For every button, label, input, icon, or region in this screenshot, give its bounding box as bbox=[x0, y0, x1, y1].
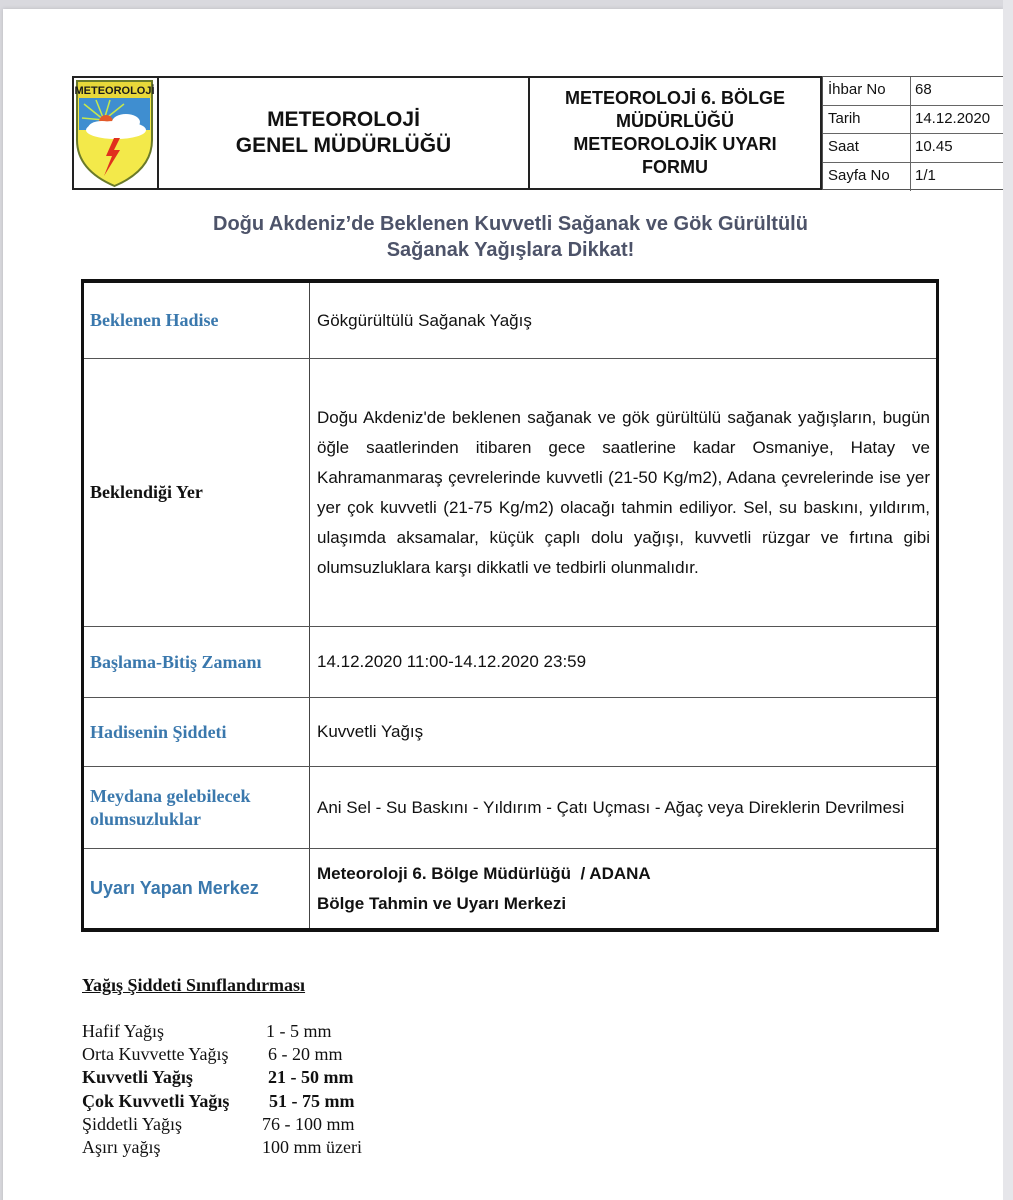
row-value: 14.12.2020 11:00-14.12.2020 23:59 bbox=[317, 652, 587, 671]
row-label: Başlama-Bitiş Zamanı bbox=[84, 627, 310, 697]
headline-line-1: Doğu Akdeniz’de Beklenen Kuvvetli Sağanak ve Gök Gürültülü bbox=[213, 213, 808, 235]
row-label: Meydana gelebilecek olumsuzluklar bbox=[84, 767, 310, 848]
class-name: Şiddetli Yağış bbox=[82, 1113, 183, 1134]
class-name: Orta Kuvvette Yağış bbox=[82, 1044, 229, 1065]
table-row-expected-location bbox=[84, 359, 936, 627]
organization-name bbox=[157, 76, 530, 190]
headline-line-2: Sağanak Yağışlara Dikkat! bbox=[386, 239, 635, 261]
table-row-issuing-center bbox=[84, 849, 936, 928]
meta-value: 10.45 bbox=[915, 138, 953, 155]
form-meta-table bbox=[822, 76, 1013, 190]
row-label: Uyarı Yapan Merkez bbox=[84, 849, 310, 928]
issuing-center-line-1: Meteoroloji 6. Bölge Müdürlüğü / ADANA bbox=[317, 863, 651, 883]
meta-label: İhbar No bbox=[823, 77, 911, 105]
form-header bbox=[72, 76, 991, 190]
meta-label: Sayfa No bbox=[823, 163, 911, 192]
form-title-line-2: MÜDÜRLÜĞÜ bbox=[616, 111, 734, 131]
meta-label: Saat bbox=[823, 134, 911, 162]
class-range: 51 - 75 mm bbox=[269, 1090, 355, 1111]
org-line-2: GENEL MÜDÜRLÜĞÜ bbox=[235, 134, 452, 157]
row-value: Kuvvetli Yağış bbox=[317, 722, 424, 741]
form-title-line-3: METEOROLOJİK UYARI bbox=[573, 134, 777, 154]
meta-row-ihbar-no bbox=[823, 77, 1013, 106]
class-range: 100 mm üzeri bbox=[262, 1136, 362, 1157]
meta-label: Tarih bbox=[823, 106, 911, 134]
row-value: Ani Sel - Su Baskını - Yıldırım - Çatı Uçması - Ağaç veya Direklerin Devrilmesi bbox=[317, 797, 905, 817]
class-name: Aşırı yağış bbox=[82, 1136, 161, 1157]
meta-row-tarih bbox=[823, 106, 1013, 135]
class-range: 21 - 50 mm bbox=[268, 1067, 354, 1088]
form-title-line-4: FORMU bbox=[642, 157, 708, 177]
table-row-start-end-time bbox=[84, 627, 936, 698]
class-range: 76 - 100 mm bbox=[262, 1113, 355, 1134]
meteoroloji-logo bbox=[72, 76, 157, 190]
class-range: 1 - 5 mm bbox=[266, 1021, 332, 1041]
viewer-edge bbox=[1003, 0, 1013, 1200]
row-value: Gökgürültülü Sağanak Yağış bbox=[317, 310, 532, 330]
class-name: Hafif Yağış bbox=[82, 1021, 165, 1041]
meta-value: 68 bbox=[915, 81, 932, 98]
row-label: Hadisenin Şiddeti bbox=[84, 698, 310, 766]
table-row-expected-event bbox=[84, 283, 936, 359]
table-row-possible-hazards bbox=[84, 767, 936, 849]
form-title bbox=[530, 76, 822, 190]
issuing-center-line-2: Bölge Tahmin ve Uyarı Merkezi bbox=[317, 893, 567, 913]
classification-title: Yağış Şiddeti Sınıflandırması bbox=[82, 975, 306, 995]
table-row-severity bbox=[84, 698, 936, 767]
row-value: Doğu Akdeniz'de beklenen sağanak ve gök gürültülü sağanak yağışların, bugün öğle saatlerinden itibaren gece saatlerine kadar Osmaniye, Hatay ve Kahramanmaraş çevrelerinde kuvvetli (21-50 Kg/m2), Adana çevrelerinde ise yer yer çok kuvvetli (21-75 Kg/m2) olacağı tahmin ediliyor. Sel, su baskını, yıldırım, ulaşımda aksamalar, küçük çaplı dolu yağışı, kuvvetli rüzgar ve fırtına gibi olumsuzluklara karşı dikkatli ve tedbirli olunmalıdır. bbox=[317, 407, 930, 577]
row-value bbox=[310, 849, 936, 928]
meta-value: 1/1 bbox=[915, 166, 936, 184]
row-label: Beklenen Hadise bbox=[84, 283, 310, 358]
class-range: 6 - 20 mm bbox=[268, 1044, 343, 1065]
org-line-1: METEOROLOJİ bbox=[267, 108, 420, 131]
meta-value: 14.12.2020 bbox=[915, 109, 991, 127]
warning-details-table bbox=[81, 279, 939, 932]
form-title-line-1: METEOROLOJİ 6. BÖLGE bbox=[564, 88, 786, 108]
warning-headline bbox=[123, 211, 898, 263]
row-label: Beklendiği Yer bbox=[84, 359, 310, 626]
svg-text:METEOROLOJİ: METEOROLOJİ bbox=[74, 85, 155, 97]
meta-row-saat bbox=[823, 134, 1013, 163]
meta-row-sayfa-no bbox=[823, 163, 1013, 192]
class-name: Çok Kuvvetli Yağış bbox=[82, 1090, 230, 1111]
class-name: Kuvvetli Yağış bbox=[82, 1067, 193, 1088]
shield-emblem-icon bbox=[74, 78, 155, 188]
document-page bbox=[3, 9, 1003, 1200]
